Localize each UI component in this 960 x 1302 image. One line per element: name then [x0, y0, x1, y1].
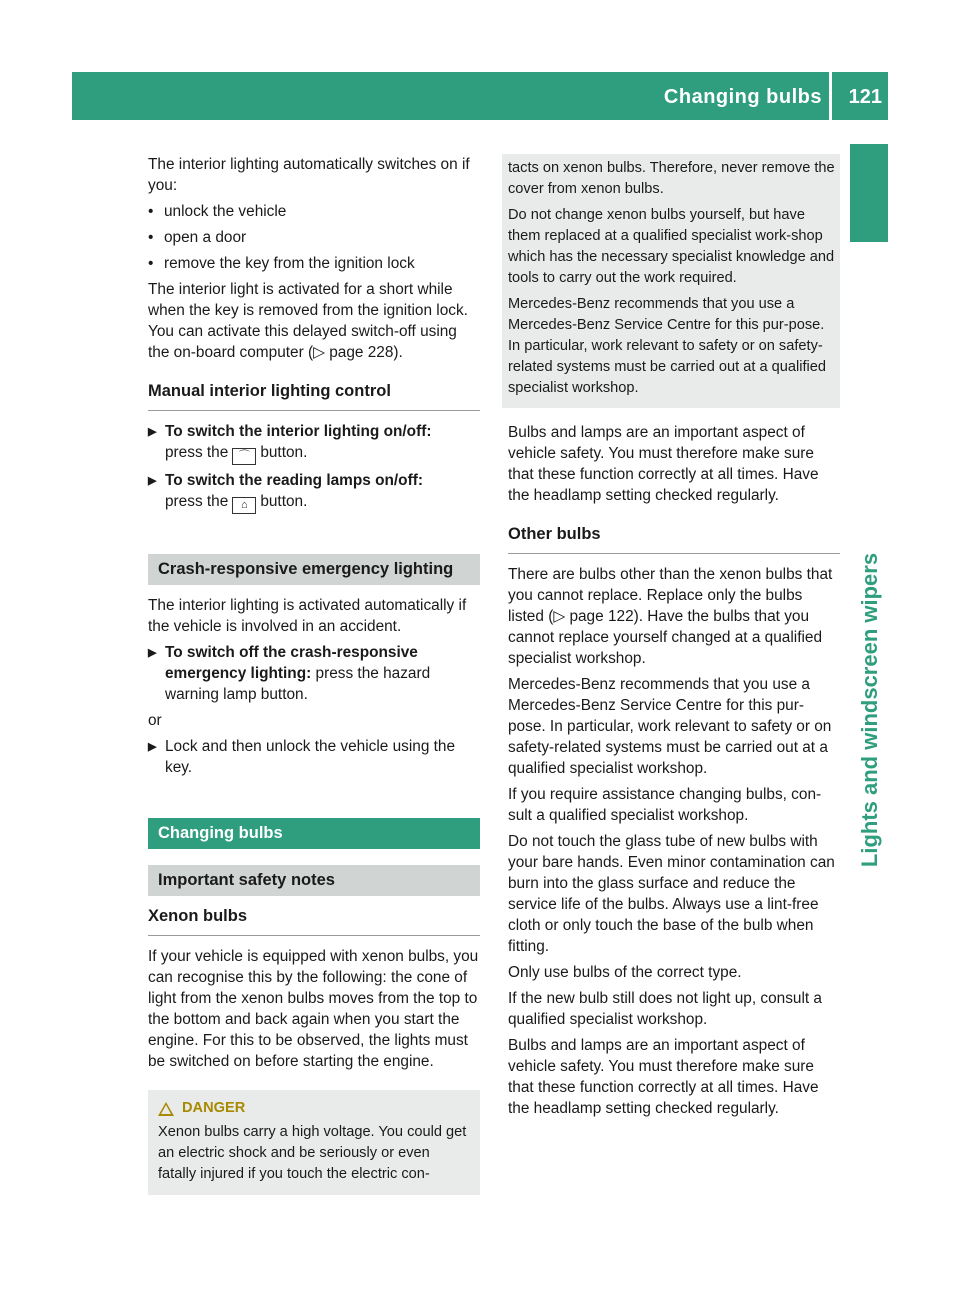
or-text: or [148, 712, 162, 729]
step-interior-lighting: ▶ To switch the interior lighting on/off: press the ⌒ button. [148, 421, 480, 465]
header-bar [72, 72, 888, 120]
step-reading-lamps: ▶ To switch the reading lamps on/off: press the ⌂ button. [148, 470, 480, 514]
danger-text: Mercedes-Benz recommends that you use a Mercedes-Benz Service Centre for this pur-pose. In particular, work relevant to safety or on safety-related systems must be carried out at a qualified specialist workshop. [508, 296, 826, 396]
list-item: • unlock the vehicle [148, 201, 480, 222]
danger-text: tacts on xenon bulbs. Therefore, never remove the cover from xenon bulbs. [508, 160, 835, 197]
step-arrow-icon: ▶ [148, 475, 157, 487]
header-separator [829, 72, 832, 120]
danger-box [148, 1090, 480, 1195]
list-item: • open a door [148, 227, 480, 248]
danger-label: DANGER [182, 1100, 246, 1116]
section-title: Changing bulbs [663, 86, 822, 108]
manual-lighting-heading: Manual interior lighting control [148, 381, 480, 411]
delay-paragraph: The interior light is activated for a short while when the key is removed from the ignition lock. You can activate this delayed switch-off using the on-board computer (▷ page 228). [148, 281, 468, 361]
step-lead: To switch the reading lamps on/off: [165, 472, 423, 489]
crash-lighting-heading: Crash-responsive emergency lighting [148, 554, 480, 585]
danger-text: Do not change xenon bulbs yourself, but have them replaced at a qualified specialist work-shop which has the necessary specialist knowledge and tools to carry out the work required. [508, 207, 835, 286]
list-item: • remove the key from the ignition lock [148, 253, 480, 274]
step-lead: To switch the interior lighting on/off: [165, 423, 432, 440]
other-bulbs-heading: Other bulbs [508, 524, 840, 554]
step-lead: To switch off the crash-responsive emergency lighting: [165, 644, 418, 682]
side-chapter-label [855, 420, 885, 1000]
danger-text: Xenon bulbs carry a high voltage. You could get an electric shock and be seriously or even fatally injured if you touch the electric con- [158, 1124, 467, 1182]
intro-text: The interior lighting automatically switches on if you: [148, 156, 470, 194]
side-chapter-text: Lights and windscreen wipers [857, 552, 882, 868]
paragraph: Mercedes-Benz recommends that you use a Mercedes-Benz Service Centre for this pur-pose. In particular, work relevant to safety or on safety-related systems must be carried out at a qualified specialist workshop. [508, 676, 832, 777]
left-column [148, 154, 480, 1195]
step-arrow-icon: ▶ [148, 426, 157, 438]
side-tab [850, 144, 888, 242]
paragraph: Only use bulbs of the correct type. [508, 964, 742, 981]
paragraph: Bulbs and lamps are an important aspect of vehicle safety. You must therefore make sure that these function correctly at all times. Have the headlamp setting checked regularly. [508, 1037, 819, 1117]
paragraph: Do not touch the glass tube of new bulbs with your bare hands. Even minor contamination can burn into the glass surface and reduce the service life of the bulbs. Always use a lint-free cloth or only touch the base of the bulb when fitting. [508, 833, 835, 955]
xenon-bulbs-heading: Xenon bulbs [148, 906, 480, 936]
interior-light-button-icon: ⌒ [232, 448, 256, 465]
safety-paragraph: Bulbs and lamps are an important aspect of vehicle safety. You must therefore make sure that these function correctly at all times. Have the headlamp setting checked regularly. [508, 424, 819, 504]
step-lock-unlock: ▶ Lock and then unlock the vehicle using the key. [148, 738, 456, 776]
right-column [508, 154, 840, 1124]
crash-paragraph: The interior lighting is activated automatically if the vehicle is involved in an accident. [148, 597, 467, 635]
page-number: 121 [848, 86, 882, 108]
paragraph: If the new bulb still does not light up, consult a qualified specialist workshop. [508, 990, 822, 1028]
warning-triangle-icon [158, 1102, 174, 1116]
safety-notes-heading: Important safety notes [148, 865, 480, 896]
paragraph: There are bulbs other than the xenon bulbs that you cannot replace. Replace only the bulbs listed (▷ page 122). Have the bulbs that you cannot replace yourself changed at a qualified specialist workshop. [508, 566, 833, 667]
paragraph: If you require assistance changing bulbs, con-sult a qualified specialist workshop. [508, 786, 822, 824]
xenon-paragraph: If your vehicle is equipped with xenon bulbs, you can recognise this by the following: the cone of light from the xenon bulbs moves from the top to the bottom and back again when you start the engine. For this to be observed, the lights must be switched on before starting the engine. [148, 948, 479, 1070]
step-arrow-icon: ▶ [148, 647, 157, 659]
reading-lamp-button-icon: ⌂ [232, 497, 256, 514]
step-crash-off: ▶ To switch off the crash-responsive emergency lighting: press the hazard warning lamp button. [148, 644, 431, 703]
changing-bulbs-heading: Changing bulbs [148, 818, 480, 849]
danger-box-continued [502, 154, 840, 408]
step-arrow-icon: ▶ [148, 741, 157, 753]
